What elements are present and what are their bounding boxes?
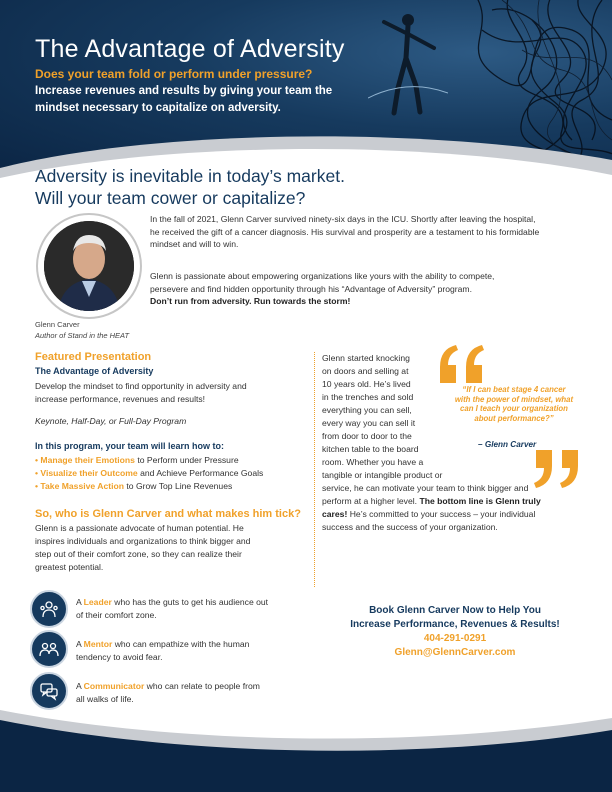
who-line: inspires individuals and organizations to think bigger and: [35, 536, 251, 546]
trait-mentor: [76, 638, 306, 664]
story-text-span: He’s committed to your success – your individual: [347, 509, 536, 519]
who-line: step out of their comfort zone, so they can realize their: [35, 549, 242, 559]
story-line: from door to door to the: [322, 431, 412, 441]
trait-article: A: [76, 639, 84, 649]
leader-icon: [30, 590, 68, 628]
bio-paragraph: [150, 213, 575, 251]
featured-description: [35, 380, 305, 406]
trait-text: who has the guts to get his audience out: [111, 597, 269, 607]
story-line: on doors and selling at: [322, 366, 409, 376]
cta-phone[interactable]: 404-291-0291: [423, 633, 487, 644]
trait-text: tendency to avoid fear.: [76, 652, 163, 662]
trait-article: A: [76, 681, 84, 691]
program-item-text: to Grow Top Line Revenues: [124, 481, 233, 491]
story-line: [322, 508, 570, 521]
portrait-photo: [44, 221, 134, 311]
program-item-emphasis: Manage their Emotions: [40, 455, 135, 465]
story-line: every way you can sell it: [322, 418, 416, 428]
story-line: 10 years old. He’s lived: [322, 379, 411, 389]
program-item: • Manage their Emotions to Perform under Pressure: [35, 455, 239, 465]
program-item-text: and Achieve Performance Goals: [137, 468, 264, 478]
featured-heading: Featured Presentation: [35, 351, 152, 363]
trait-keyword: Leader: [83, 597, 112, 607]
page-title: The Advantage of Adversity: [35, 35, 345, 63]
featured-line: Develop the mindset to find opportunity in adversity and: [35, 381, 247, 391]
story-line: success and the success of your organization.: [322, 522, 498, 532]
featured-subheading: The Advantage of Adversity: [35, 366, 154, 376]
pull-quote: “If I can beat stage 4 cancer with the power of mindset, what can I teach your organization about performance?”: [454, 385, 574, 423]
trait-keyword: Communicator: [83, 681, 145, 691]
close-quote-icon: [530, 448, 582, 490]
pull-quote-author: – Glenn Carver: [478, 440, 537, 449]
header-intro-line: mindset necessary to capitalize on adversity.: [35, 102, 281, 114]
story-line: tangible or intangible product or: [322, 470, 443, 480]
open-quote-icon: [436, 343, 488, 385]
bio-line: In the fall of 2021, Glenn Carver survived ninety-six days in the ICU. Shortly after leaving the hospital,: [150, 214, 536, 224]
headline-line: Adversity is inevitable in today’s market.: [35, 166, 345, 186]
program-item: • Visualize their Outcome and Achieve Performance Goals: [35, 468, 264, 478]
who-line: greatest potential.: [35, 562, 104, 572]
story-emphasis: The bottom line is Glenn truly: [419, 496, 541, 506]
cta-email[interactable]: Glenn@GlennCarver.com: [394, 647, 516, 658]
who-description: [35, 522, 310, 574]
story-emphasis: cares!: [322, 509, 348, 519]
story-line: in the trenches and sold: [322, 392, 414, 402]
program-item-emphasis: Take Massive Action: [40, 481, 124, 491]
header-tagline: Does your team fold or perform under pressure?: [35, 67, 313, 81]
story-line: service, he can motivate your team to think bigger and: [322, 483, 529, 493]
bio-line: persevere and find hidden opportunity through his “Advantage of Adversity” program.: [150, 283, 472, 294]
footer-wave: [0, 690, 612, 792]
trait-text: who can relate to people from: [144, 681, 260, 691]
trait-article: A: [76, 597, 84, 607]
mentor-icon: [30, 630, 68, 668]
portrait-caption-name: Glenn Carver: [35, 320, 80, 329]
bio-line: mindset and will to win.: [150, 239, 239, 249]
program-list: [35, 454, 305, 493]
balancing-man-graphic: [368, 8, 448, 118]
call-to-action: [330, 604, 580, 660]
column-divider: [314, 352, 315, 587]
who-heading: So, who is Glenn Carver and what makes him tick?: [35, 508, 301, 520]
trait-keyword: Mentor: [83, 639, 113, 649]
program-heading: In this program, your team will learn how to:: [35, 441, 225, 451]
story-line: Glenn started knocking: [322, 353, 410, 363]
featured-line: increase performance, revenues and results!: [35, 394, 206, 404]
cta-line: Book Glenn Carver Now to Help You: [369, 605, 541, 616]
bio-line: Glenn is passionate about empowering organizations like yours with the ability to compete,: [150, 271, 495, 281]
featured-formats: Keynote, Half-Day, or Full-Day Program: [35, 416, 187, 426]
trait-leader: [76, 596, 306, 622]
bio-paragraph: [150, 270, 575, 295]
story-line: kitchen table to the board: [322, 444, 419, 454]
who-line: Glenn is a passionate advocate of human potential. He: [35, 523, 244, 533]
story-line: room. Whether you have a: [322, 457, 424, 467]
story-line: everything you can sell,: [322, 405, 412, 415]
cta-line: Increase Performance, Revenues & Results!: [350, 619, 560, 630]
headline-line: Will your team cower or capitalize?: [35, 188, 306, 208]
program-item-text: to Perform under Pressure: [134, 455, 239, 465]
header-intro-line: Increase revenues and results by giving your team the: [35, 85, 333, 97]
portrait-caption-role: Author of Stand in the HEAT: [35, 331, 130, 340]
bio-callout: Don’t run from adversity. Run towards the storm!: [150, 296, 351, 306]
program-item: • Take Massive Action to Grow Top Line Revenues: [35, 481, 233, 491]
story-line: [322, 495, 570, 508]
bio-line: he received the gift of a cancer diagnosis. His survival and prosperity are a testament to his formidable: [150, 226, 540, 237]
story-text-span: perform at a higher level.: [322, 496, 420, 506]
program-item-emphasis: Visualize their Outcome: [40, 468, 138, 478]
header-intro: [35, 83, 335, 117]
trait-text: who can empathize with the human: [112, 639, 250, 649]
trait-text: of their comfort zone.: [76, 610, 157, 620]
main-headline: [35, 165, 345, 209]
trait-text: all walks of life.: [76, 694, 134, 704]
